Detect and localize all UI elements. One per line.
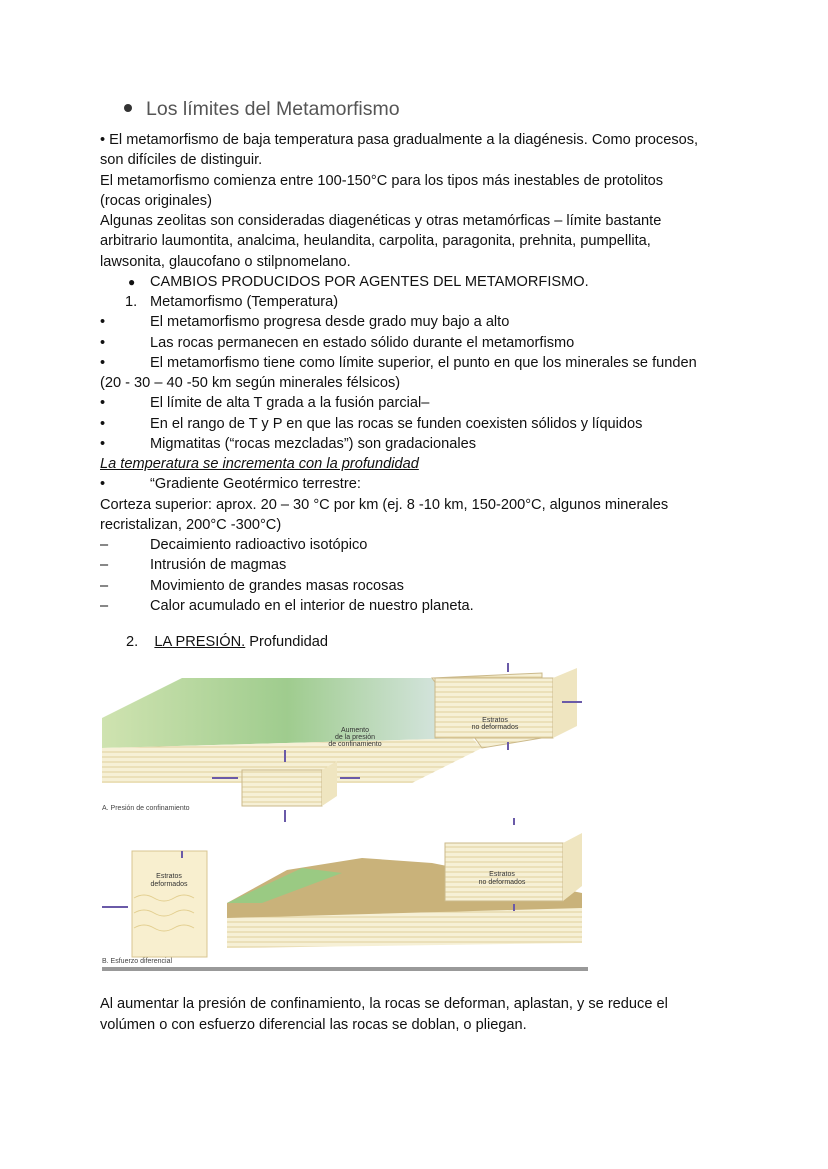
dash-icon: – [100,537,109,553]
bullet-icon: ● [128,274,136,289]
label-aumento: de confinamiento [328,741,382,748]
temp-depth-heading: La temperatura se incrementa con la profundidad [100,456,419,472]
bullet-item [100,312,740,332]
cambios-text: CAMBIOS PRODUCIDOS POR AGENTES DEL METAMORFISMO. [150,273,589,290]
bullet-icon: • [100,395,106,412]
dash-text: Intrusión de magmas [150,557,287,574]
dash-item [100,555,740,575]
paragraph-line: arbitrario laumontita, analcima, heulandita, carpolita, paragonita, prehnita, pumpellita, [100,233,651,250]
dash-text: Decaimiento radioactivo isotópico [150,537,368,553]
bullet-text: Las rocas permanecen en estado sólido durante el metamorfismo [150,334,575,351]
bullet-icon: • [100,314,106,331]
paragraph-line: volúmen o con esfuerzo diferencial las rocas se doblan, o pliegan. [100,1016,527,1033]
paragraph-line: El metamorfismo comienza entre 100-150°C para los tipos más inestables de protolitos [100,172,664,189]
bullet-icon [124,104,132,112]
dash-item [100,576,740,596]
label-estratos-no: Estratos [482,717,508,724]
bullet-icon: • [100,435,106,452]
figure-bottom-rule [102,967,588,971]
bullet-item [100,414,740,434]
bullet-icon: • [100,354,106,371]
dash-text: Calor acumulado en el interior de nuestro planeta. [150,597,474,614]
paragraph-line: recristalizan, 200°C -300°C) [100,516,282,533]
list-number: 1. [125,294,138,310]
dash-item [100,596,740,616]
heading-text: Los límites del Metamorfismo [146,98,400,120]
bullet-icon: • [100,415,106,432]
bullet-item [100,434,740,454]
strata-cube-a [242,770,322,806]
paragraph-line: (rocas originales) [100,192,212,209]
closing-paragraph [100,994,740,1035]
dash-icon: – [100,557,109,574]
bullet-text: El metamorfismo tiene como límite superior, el punto en que los minerales se funden [150,354,697,371]
bullet-text: En el rango de T y P en que las rocas se funden coexisten sólidos y líquidos [150,415,643,432]
label-estratos-no: no deformados [478,879,526,886]
list-item-2 [126,634,328,650]
caption-a: A. Presión de confinamiento [102,805,190,812]
pressure-diagram [102,658,588,972]
bullet-text: El límite de alta T grada a la fusión parcial– [150,395,430,412]
caption-b: B. Esfuerzo diferencial [102,958,173,965]
dash-icon: – [100,577,109,594]
bullet-item [100,353,740,373]
paragraph-line: Corteza superior: aprox. 20 – 30 °C por km (ej. 8 -10 km, 150-200°C, algunos minerales [100,496,669,513]
bullet-item [100,474,740,494]
list-number: 2. [126,634,139,650]
label-estratos-no: Estratos [489,871,515,878]
bullet-item [100,333,740,353]
presion-rest: Profundidad [245,634,328,650]
bullet-item [100,393,740,413]
deformed-cube [132,851,207,957]
presion-label: LA PRESIÓN. [154,634,246,650]
bullet-icon: • [100,476,106,493]
cambios-title [100,272,740,292]
paragraph-line: lawsonita, glaucofano o stilpnomelano. [100,253,351,270]
bullet-text: El metamorfismo progresa desde grado muy bajo a alto [150,314,510,331]
paragraph-line: (20 - 30 – 40 -50 km según minerales félsicos) [100,375,401,391]
bullet-text: Migmatitas (“rocas mezcladas”) son gradacionales [150,435,477,452]
list-label: Metamorfismo (Temperatura) [150,294,339,310]
document-body [100,130,740,616]
dash-item [100,535,740,555]
label-estratos-no: no deformados [471,724,519,731]
paragraph-line: son difíciles de distinguir. [100,152,263,169]
dash-text: Movimiento de grandes masas rocosas [150,577,404,594]
bullet-icon: • [100,334,106,351]
paragraph-line: Al aumentar la presión de confinamiento, la rocas se deforman, aplastan, y se reduce el [100,996,668,1012]
paragraph-line: Algunas zeolitas son consideradas diagenéticas y otras metamórficas – límite bastante [100,213,662,229]
dash-icon: – [100,597,109,614]
label-estratos-def: Estratos [156,873,182,880]
label-aumento: de la presión [334,734,376,741]
list-item-1 [100,292,740,312]
label-aumento: Aumento [340,727,370,734]
paragraph-line: • El metamorfismo de baja temperatura pasa gradualmente a la diagénesis. Como procesos, [100,132,699,148]
bullet-text: “Gradiente Geotérmico terrestre: [150,476,361,493]
section-heading [124,98,400,121]
label-estratos-def: deformados [150,881,188,888]
